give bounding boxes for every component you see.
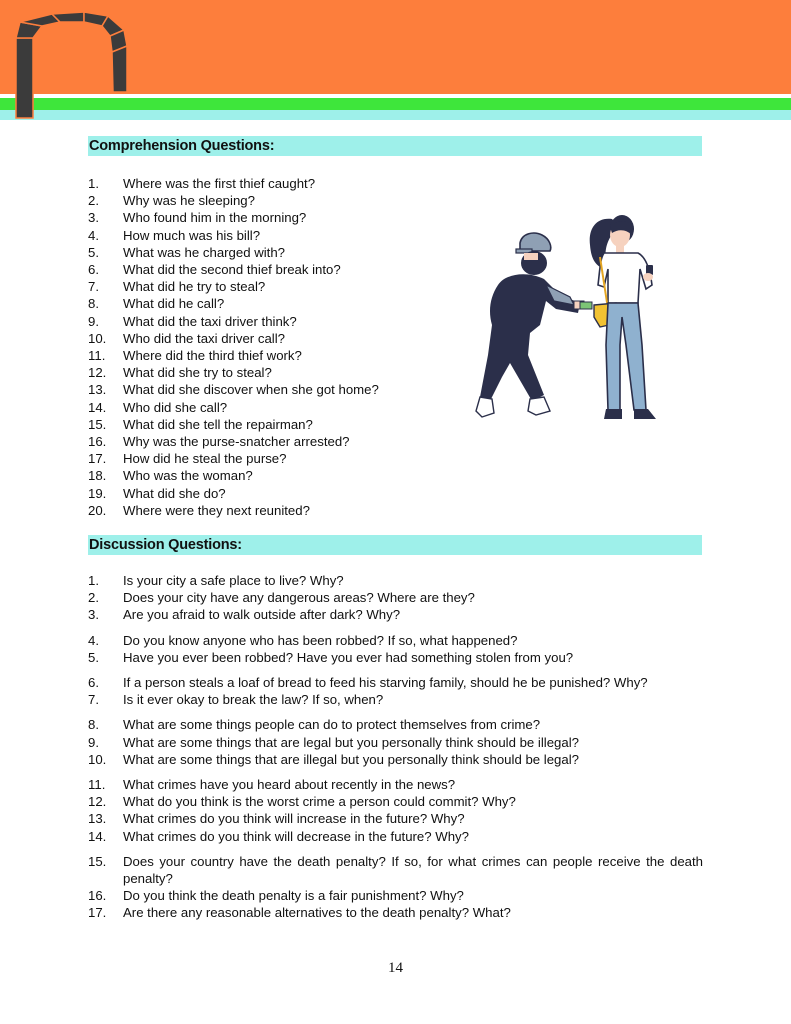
list-item bbox=[88, 853, 703, 887]
item-text: Does your country have the death penalty? If so, for what crimes can people receive the death penalty? bbox=[123, 853, 703, 887]
list-item bbox=[88, 810, 708, 827]
item-text: Is your city a safe place to live? Why? bbox=[123, 573, 344, 588]
list-item bbox=[88, 572, 708, 589]
item-text: Where were they next reunited? bbox=[123, 502, 310, 518]
item-text: Are you afraid to walk outside after dark? Why? bbox=[123, 607, 401, 623]
item-number: 6. bbox=[88, 675, 99, 691]
item-text: What did he call? bbox=[123, 296, 225, 312]
comprehension-heading: Comprehension Questions: bbox=[88, 136, 702, 156]
item-number: 10. bbox=[88, 751, 107, 767]
item-number: 8. bbox=[88, 296, 99, 312]
item-text: What did she discover when she got home? bbox=[123, 382, 379, 398]
item-number: 13. bbox=[88, 811, 107, 827]
list-item bbox=[88, 674, 708, 691]
list-item bbox=[88, 734, 708, 751]
list-item bbox=[88, 467, 708, 484]
item-text: Do you know anyone who has been robbed? If so, what happened? bbox=[123, 632, 518, 648]
header-banner bbox=[0, 0, 791, 120]
item-text: What did he try to steal? bbox=[123, 279, 266, 295]
item-number: 5. bbox=[88, 244, 99, 260]
list-item bbox=[88, 175, 708, 192]
item-number: 11. bbox=[88, 348, 106, 364]
item-text: Have you ever been robbed? Have you ever had something stolen from you? bbox=[123, 649, 574, 665]
item-text: What crimes do you think will increase in the future? Why? bbox=[123, 811, 465, 827]
item-text: Who found him in the morning? bbox=[123, 210, 307, 226]
list-item bbox=[88, 589, 708, 606]
item-text: Do you think the death penalty is a fair punishment? Why? bbox=[123, 888, 464, 904]
item-number: 17. bbox=[88, 905, 107, 921]
item-text: Why was he sleeping? bbox=[123, 193, 255, 209]
item-number: 4. bbox=[88, 227, 99, 243]
item-number: 8. bbox=[88, 717, 99, 733]
item-number: 19. bbox=[88, 485, 107, 501]
item-number: 7. bbox=[88, 692, 99, 708]
item-text: Who did she call? bbox=[123, 399, 228, 415]
item-number: 14. bbox=[88, 828, 107, 844]
pickpocket-illustration bbox=[470, 205, 690, 440]
list-item bbox=[88, 649, 708, 666]
item-text: How much was his bill? bbox=[123, 227, 261, 243]
list-item bbox=[88, 716, 708, 733]
item-number: 9. bbox=[88, 313, 99, 329]
item-text: What was he charged with? bbox=[123, 244, 285, 260]
list-item bbox=[88, 776, 708, 793]
item-number: 4. bbox=[88, 632, 99, 648]
item-number: 3. bbox=[88, 607, 99, 623]
discussion-list bbox=[88, 572, 708, 922]
item-text: Does your city have any dangerous areas? Where are they? bbox=[123, 590, 475, 606]
item-number: 13. bbox=[88, 382, 107, 398]
item-text: What are some things that are illegal but you personally think should be legal? bbox=[123, 751, 579, 767]
item-text: What are some things people can do to protect themselves from crime? bbox=[123, 717, 541, 733]
item-text: What did she try to steal? bbox=[123, 365, 272, 381]
list-item bbox=[88, 450, 708, 467]
item-text: If a person steals a loaf of bread to feed his starving family, should he be punished? Why? bbox=[123, 675, 648, 691]
item-text: What did the second thief break into? bbox=[123, 262, 341, 278]
item-number: 6. bbox=[88, 262, 99, 278]
item-number: 15. bbox=[88, 853, 107, 869]
thief-figure bbox=[476, 233, 592, 417]
item-number: 5. bbox=[88, 649, 99, 665]
item-number: 14. bbox=[88, 399, 107, 415]
item-number: 3. bbox=[88, 210, 99, 226]
item-text: What did the taxi driver think? bbox=[123, 313, 297, 329]
item-text: What do you think is the worst crime a person could commit? Why? bbox=[123, 794, 516, 810]
list-item bbox=[88, 606, 708, 623]
item-text: Where was the first thief caught? bbox=[123, 176, 316, 191]
item-text: What are some things that are legal but you personally think should be illegal? bbox=[123, 734, 579, 750]
item-number: 17. bbox=[88, 451, 107, 467]
item-text: Who did the taxi driver call? bbox=[123, 330, 285, 346]
item-number: 16. bbox=[88, 888, 107, 904]
item-text: What did she do? bbox=[123, 485, 226, 501]
item-number: 15. bbox=[88, 416, 107, 432]
item-number: 10. bbox=[88, 330, 107, 346]
item-text: How did he steal the purse? bbox=[123, 451, 287, 467]
item-number: 1. bbox=[88, 176, 99, 191]
item-text: What crimes have you heard about recently in the news? bbox=[123, 777, 456, 793]
item-number: 11. bbox=[88, 777, 106, 793]
list-item bbox=[88, 904, 708, 921]
item-text: Are there any reasonable alternatives to the death penalty? What? bbox=[123, 905, 511, 921]
list-item bbox=[88, 828, 708, 845]
discussion-heading: Discussion Questions: bbox=[88, 535, 702, 555]
item-text: Who was the woman? bbox=[123, 468, 253, 484]
item-number: 12. bbox=[88, 365, 107, 381]
item-number: 2. bbox=[88, 590, 99, 606]
list-item bbox=[88, 887, 708, 904]
list-item bbox=[88, 751, 708, 768]
item-number: 9. bbox=[88, 734, 99, 750]
page-number: 14 bbox=[388, 960, 403, 976]
item-text: What did she tell the repairman? bbox=[123, 416, 313, 432]
item-text: What crimes do you think will decrease in the future? Why? bbox=[123, 828, 469, 844]
item-text: Where did the third thief work? bbox=[123, 348, 302, 364]
item-number: 18. bbox=[88, 468, 107, 484]
woman-figure bbox=[590, 215, 656, 419]
item-number: 7. bbox=[88, 279, 99, 295]
item-text: Why was the purse-snatcher arrested? bbox=[123, 434, 350, 450]
list-item bbox=[88, 502, 708, 519]
list-item bbox=[88, 691, 708, 708]
item-number: 20. bbox=[88, 502, 107, 518]
list-item bbox=[88, 793, 708, 810]
item-number: 2. bbox=[88, 193, 99, 209]
list-item bbox=[88, 485, 708, 502]
item-number: 12. bbox=[88, 794, 107, 810]
item-text: Is it ever okay to break the law? If so, when? bbox=[123, 692, 384, 708]
item-number: 1. bbox=[88, 573, 99, 588]
list-item bbox=[88, 632, 708, 649]
item-number: 16. bbox=[88, 434, 107, 450]
